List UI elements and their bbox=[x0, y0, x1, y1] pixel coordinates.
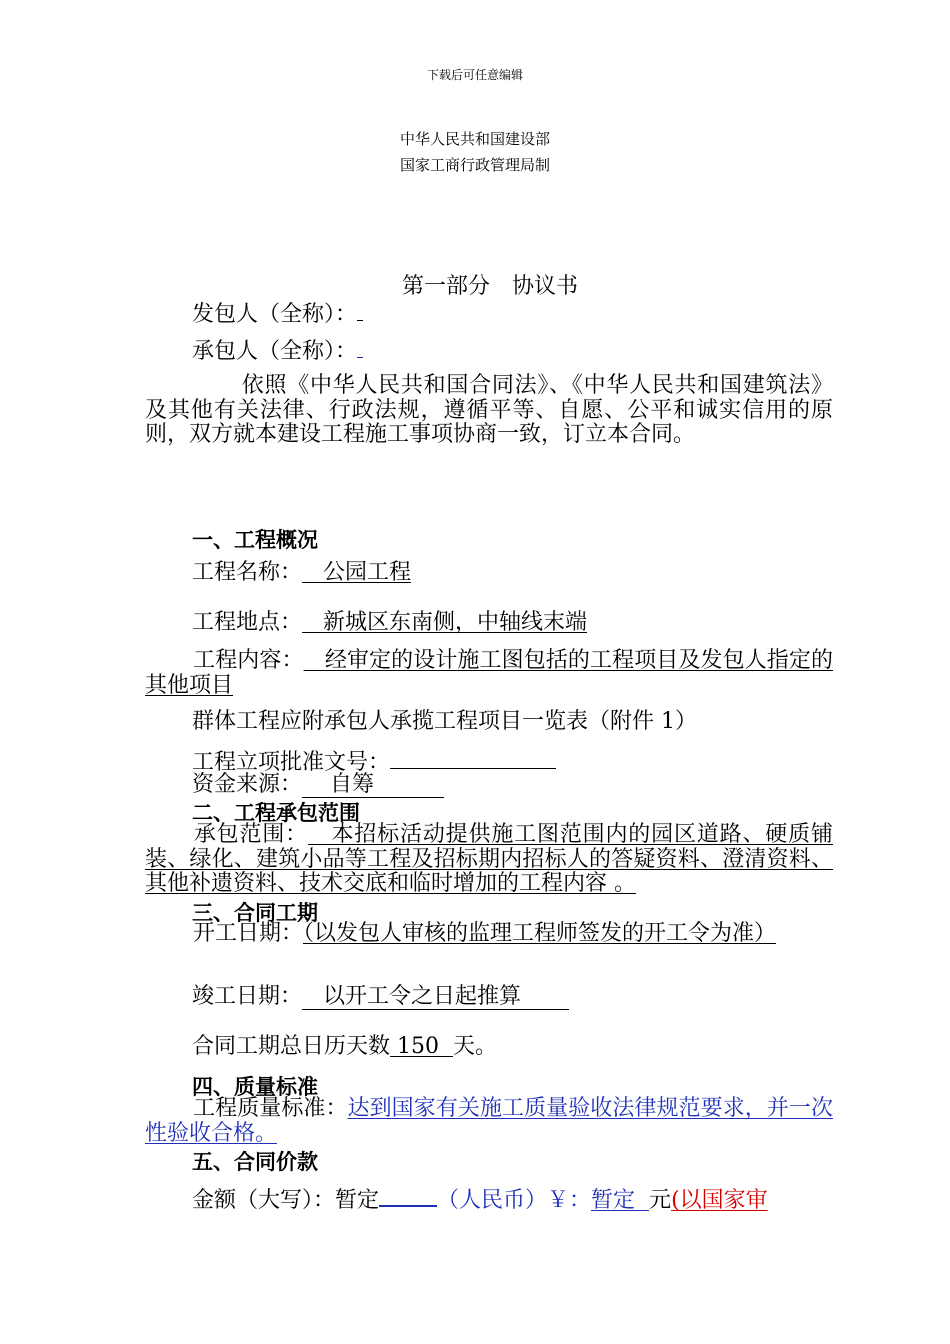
completion-date-label: 竣工日期： bbox=[192, 984, 303, 1009]
preamble-text: 依照《中华人民共和国合同法》、《中华人民共和国建筑法》及其他有关法律、行政法规，遵循平等、自愿、公平和诚实信用的原则，双方就本建设工程施工事项协商一致，订立本合同。 bbox=[145, 373, 833, 447]
total-duration-suffix: 天。 bbox=[453, 1034, 498, 1059]
scope-paragraph bbox=[145, 823, 833, 897]
employer-label: 发包人（全称）： bbox=[192, 302, 358, 327]
fund-source-value: 自筹 bbox=[302, 773, 444, 798]
contract-amount-line bbox=[192, 1185, 768, 1213]
completion-date-value: 以开工令之日起推算 bbox=[302, 985, 569, 1010]
project-content-paragraph bbox=[145, 649, 833, 698]
total-duration-value: 150 bbox=[397, 1034, 440, 1059]
contractor-blank bbox=[357, 337, 363, 358]
amount-note-red: (以国家审 bbox=[671, 1188, 768, 1213]
rmb-label: （人民币）￥： bbox=[437, 1188, 592, 1213]
project-name-line bbox=[192, 561, 411, 585]
group-project-note: 群体工程应附承包人承揽工程项目一览表（附件 1） bbox=[192, 709, 697, 734]
fund-source-line bbox=[192, 773, 444, 798]
project-location-value: 新城区东南侧，中轴线末端 bbox=[323, 610, 588, 635]
preamble-paragraph bbox=[145, 374, 833, 448]
section-4-heading: 四、质量标准 bbox=[192, 1075, 318, 1099]
contractor-label: 承包人（全称）： bbox=[192, 339, 358, 364]
section-1-heading: 一、工程概况 bbox=[192, 528, 318, 552]
amount-label: 金额（大写）：暂定 bbox=[192, 1188, 380, 1213]
project-name-label: 工程名称： bbox=[192, 560, 303, 585]
issuer-line-2: 国家工商行政管理局制 bbox=[399, 156, 550, 174]
approval-number-line bbox=[192, 748, 556, 775]
employer-blank bbox=[357, 300, 363, 321]
scope-value: 本招标活动提供施工图范围内的园区道路、硬质铺装、绿化、建筑小品等工程及招标期内招标人的答疑资料、澄清资料、其他补遗资料、技术交底和临时增加的工程内容 。 bbox=[145, 822, 833, 896]
section-5-heading: 五、合同价款 bbox=[192, 1150, 318, 1174]
total-duration-line bbox=[192, 1035, 497, 1059]
project-name-value: 公园工程 bbox=[323, 560, 412, 585]
completion-date-line bbox=[192, 985, 569, 1010]
total-duration-prefix: 合同工期总日历天数 bbox=[192, 1034, 391, 1059]
employer-line bbox=[192, 300, 363, 327]
project-location-label: 工程地点： bbox=[192, 610, 303, 635]
approval-number-blank bbox=[390, 748, 556, 769]
section-3-heading: 三、合同工期 bbox=[192, 901, 318, 925]
rmb-value: 暂定 bbox=[591, 1188, 636, 1213]
scope-label: 承包范围： bbox=[193, 822, 308, 847]
issuer-line-1: 中华人民共和国建设部 bbox=[399, 130, 550, 148]
yuan-unit: 元 bbox=[649, 1188, 672, 1213]
approval-number-label: 工程立项批准文号： bbox=[192, 750, 391, 775]
fund-source-label: 资金来源： bbox=[192, 772, 303, 797]
contractor-line bbox=[192, 337, 363, 364]
section-2-heading: 二、工程承包范围 bbox=[192, 801, 360, 825]
quality-value: 达到国家有关施工质量验收法律规范要求，并一次性验收合格。 bbox=[145, 1096, 833, 1146]
page-header-note: 下载后可任意编辑 bbox=[426, 68, 523, 82]
project-content-value: 经审定的设计施工图包括的工程项目及发包人指定的其他项目 bbox=[145, 648, 833, 698]
part-title: 第一部分 协议书 bbox=[401, 274, 578, 299]
quality-paragraph bbox=[145, 1097, 833, 1146]
start-date-paragraph bbox=[145, 922, 833, 947]
amount-blank bbox=[379, 1185, 437, 1207]
project-content-label: 工程内容： bbox=[193, 648, 304, 673]
start-date-label: 开工日期： bbox=[193, 921, 304, 946]
start-date-value: （以发包人审核的监理工程师签发的开工令为准） bbox=[303, 921, 777, 946]
quality-label: 工程质量标准： bbox=[193, 1096, 348, 1121]
project-location-line bbox=[192, 611, 587, 635]
